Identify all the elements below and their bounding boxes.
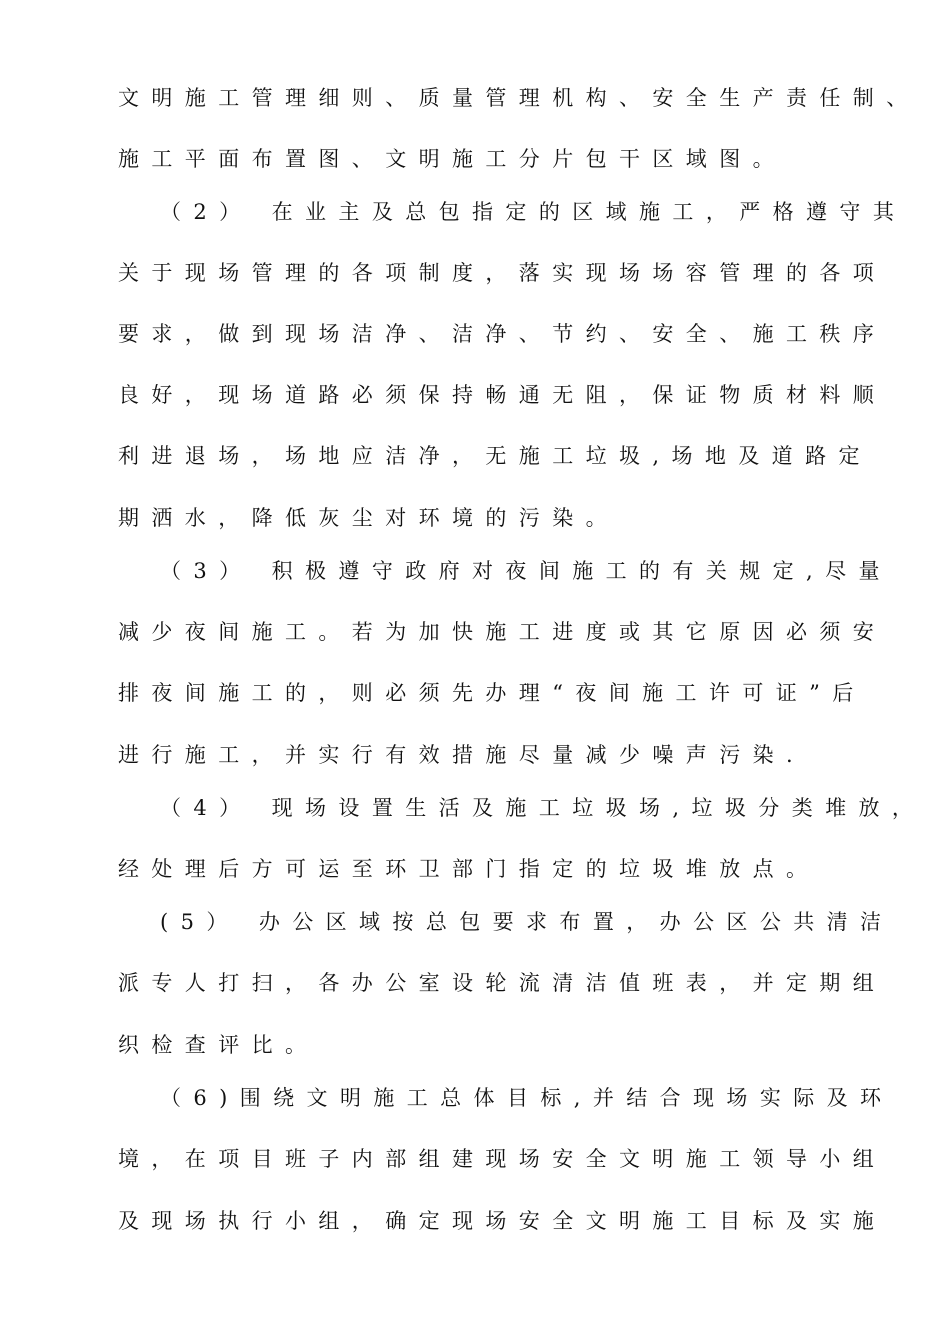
text-line: 期洒水，降低灰尘对环境的污染。 — [118, 506, 619, 530]
text-line: 派专人打扫，各办公室设轮流清洁值班表，并定期组 — [118, 971, 887, 995]
paragraph-start-line: （2） 在业主及总包指定的区域施工，严格遵守其 — [160, 200, 907, 224]
paragraph-start-line: （6)围绕文明施工总体目标,并结合现场实际及环 — [160, 1086, 894, 1110]
text-line: 织检查评比。 — [118, 1033, 319, 1057]
text-line: 要求，做到现场洁净、洁净、节约、安全、施工秩序 — [118, 322, 887, 346]
text-line: 排夜间施工的，则必须先办理“夜间施工许可证”后 — [118, 681, 866, 705]
text-line: 良好，现场道路必须保持畅通无阻，保证物质材料顺 — [118, 383, 887, 407]
text-line: 关于现场管理的各项制度，落实现场场容管理的各项 — [118, 261, 887, 285]
text-line: 及现场执行小组，确定现场安全文明施工目标及实施 — [118, 1209, 887, 1233]
text-line: 经处理后方可运至环卫部门指定的垃圾堆放点。 — [118, 857, 820, 881]
text-line: 文明施工管理细则、质量管理机构、安全生产责任制、 — [118, 86, 920, 110]
text-line: 减少夜间施工。若为加快施工进度或其它原因必须安 — [118, 620, 887, 644]
paragraph-start-line: （3） 积极遵守政府对夜间施工的有关规定,尽量 — [160, 559, 892, 583]
text-line: 施工平面布置图、文明施工分片包干区域图。 — [118, 147, 786, 171]
text-line: 境，在项目班子内部组建现场安全文明施工领导小组 — [118, 1147, 887, 1171]
paragraph-start-line: (5） 办公区域按总包要求布置，办公区公共清洁 — [160, 910, 894, 934]
text-line: 进行施工，并实行有效措施尽量减少噪声污染. — [118, 743, 806, 767]
text-line: 利进退场，场地应洁净，无施工垃圾,场地及道路定 — [118, 444, 872, 468]
paragraph-start-line: （4） 现场设置生活及施工垃圾场,垃圾分类堆放， — [160, 796, 926, 820]
